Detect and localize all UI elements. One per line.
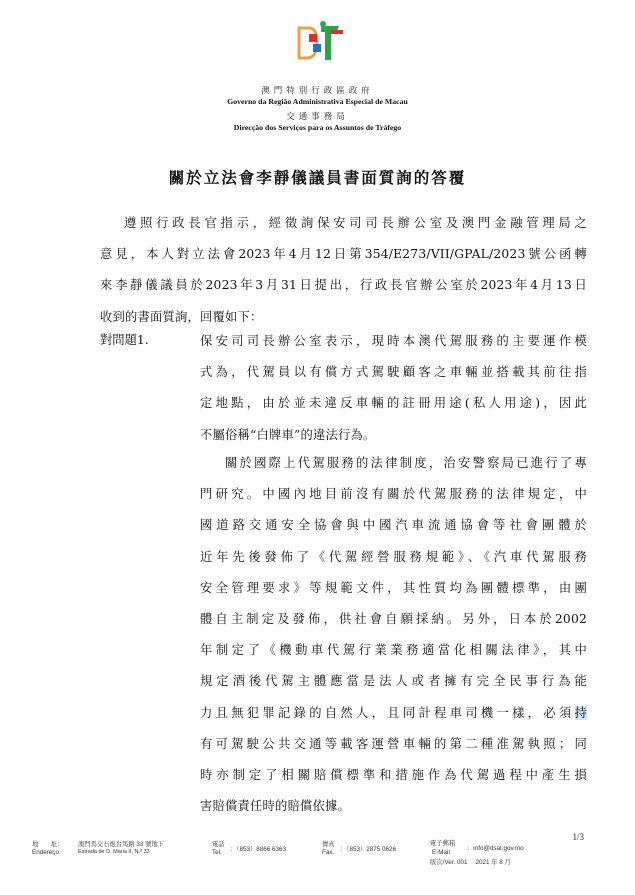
document-title: 關於立法會李靜儀議員書面質詢的答覆 bbox=[168, 168, 467, 187]
footer-phone-label-pt: Tel. bbox=[212, 849, 222, 856]
answer-line: 體自主制定及發佈，供社會自願採納。另外，日本於2002 bbox=[200, 611, 587, 626]
intro-line: 遵照行政長官指示，經徵詢保安司司長辦公室及澳門金融管理局之 bbox=[124, 216, 587, 230]
page-number: 1/3 bbox=[572, 832, 584, 842]
logo-dot bbox=[320, 21, 326, 27]
footer-fax-label-pt: Fax. bbox=[322, 849, 335, 856]
answer-line: 有可駕駛公共交通等載客運營車輛的第二種准駕執照；同 bbox=[200, 736, 587, 751]
answer-line-text: 力且無犯罪記錄的自然人，且同計程車司機一樣，必須 bbox=[200, 705, 575, 720]
footer-address-label-pt: Endereço bbox=[32, 849, 59, 856]
question-label: 對問題1. bbox=[100, 333, 149, 347]
text-selection-highlight[interactable]: 持 bbox=[574, 705, 587, 720]
answer-line-highlight bbox=[200, 698, 587, 729]
logo-s-blue bbox=[313, 44, 321, 52]
footer-phone-value: ：（853）8866 6363 bbox=[230, 846, 287, 853]
footer-address-pt: Estrada de D. Maria II, N.º 33 bbox=[78, 849, 150, 855]
answer-line: 害賠償責任時的賠償依據。 bbox=[200, 799, 350, 814]
answer-line: 保安司司長辦公室表示，現時本澳代駕服務的主要運作模 bbox=[200, 334, 587, 348]
footer-version: 版次/Ver. 001 2021 年 8 月 bbox=[430, 859, 511, 866]
answer-line: 安全管理要求》等規範文件，其性質均為團體標準，由團 bbox=[200, 580, 587, 595]
answer-line: 不屬俗稱“白牌車”的違法行為。 bbox=[200, 427, 376, 442]
intro-paragraph bbox=[100, 208, 587, 333]
footer-address-value: 澳門馬交石炮台馬路 33 號地下 bbox=[78, 841, 165, 848]
logo-t-bar bbox=[331, 30, 343, 34]
footer-email-label-cn: 電子郵箱 bbox=[430, 840, 456, 847]
answer-line: 式為，代駕員以有償方式駕駛顧客之車輛並搭載其前往指 bbox=[200, 365, 587, 380]
dsat-logo bbox=[295, 20, 347, 70]
footer-email-label-pt: E-Mail bbox=[432, 849, 450, 856]
intro-line: 來李靜儀議員於2023年3月31日提出，行政長官辦公室於2023年4月13日 bbox=[100, 278, 587, 293]
footer-email-value[interactable]: ：info@dsat.gov.mo bbox=[467, 845, 524, 852]
answer-paragraph-2 bbox=[200, 448, 587, 822]
answer-line: 定地點，由於並未違反車輛的註冊用途(私人用途)，因此 bbox=[200, 396, 587, 411]
answer-line: 門研究。中國內地目前沒有關於代駕服務的法律規定，中 bbox=[200, 487, 587, 502]
header-gov-cn: 澳門特別行政區政府 bbox=[261, 86, 374, 96]
footer-address-label-cn: 地 址： bbox=[32, 841, 64, 848]
answer-line: 近年先後發佈了《代駕經營服務規範》、《汽車代駕服務 bbox=[200, 549, 587, 564]
logo-s-red bbox=[309, 34, 317, 42]
answer-line: 規定酒後代駕主體應當是法人或者擁有完全民事行為能 bbox=[200, 674, 587, 689]
intro-line: 意見，本人對立法會2023年4月12日第354/E273/VII/GPAL/2023號公函轉 bbox=[100, 247, 587, 262]
answer-line: 國道路交通安全協會與中國汽車流通協會等社會團體於 bbox=[200, 518, 587, 533]
answer-line: 時亦制定了相關賠償標準和措施作為代駕過程中產生損 bbox=[200, 767, 587, 782]
header-dept-pt: Direcção dos Serviços para os Assuntos de Tráfego bbox=[233, 123, 402, 132]
header-dept-cn: 交通事務局 bbox=[286, 112, 349, 122]
footer-fax-value: ：（853）2875 0626 bbox=[340, 846, 397, 853]
intro-line: 收到的書面質詢，回覆如下： bbox=[100, 309, 263, 324]
header-gov-pt: Governo da Região Administrativa Especial de Macau bbox=[227, 97, 408, 106]
answer-paragraph-1 bbox=[200, 326, 587, 451]
answer-line: 關於國際上代駕服務的法律制度，治安警察局已進行了專 bbox=[225, 456, 587, 470]
footer-fax-label-cn: 傳真 bbox=[322, 841, 335, 848]
footer-phone-label-cn: 電話 bbox=[212, 841, 225, 848]
answer-line: 年制定了《機動車代駕行業業務適當化相關法律》，其中 bbox=[200, 643, 587, 658]
logo-d-shape bbox=[299, 28, 317, 58]
